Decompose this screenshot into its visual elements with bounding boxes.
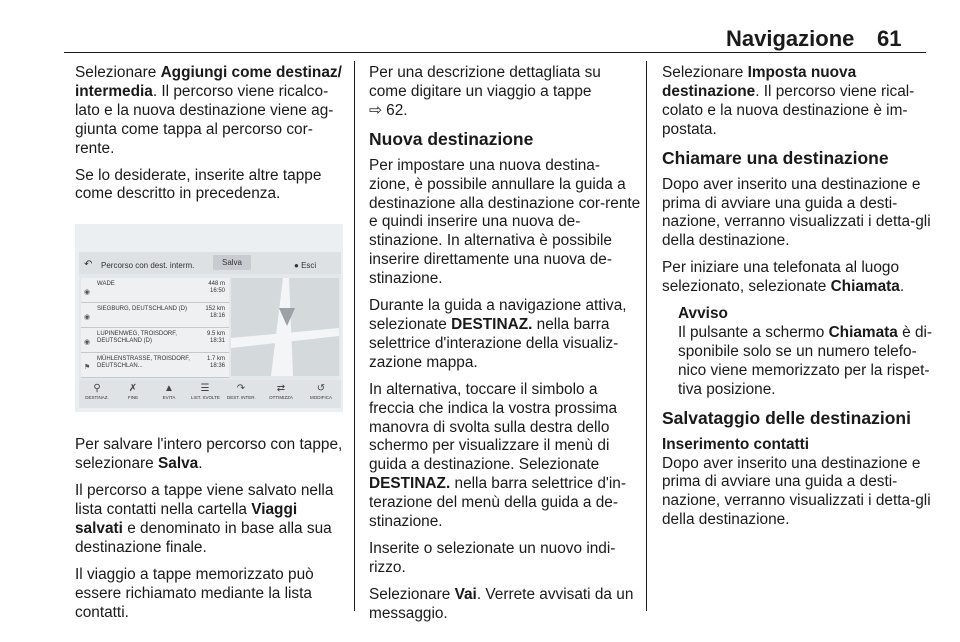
screen-figure	[75, 224, 343, 412]
flag-icon: ⚑	[84, 364, 91, 372]
paragraph: Selezionare Vai. Verrete avvisati da un messaggio.	[369, 585, 634, 622]
paragraph: Per salvare l'intero percorso con tappe, selezionare Salva.	[75, 436, 343, 473]
screen-title-bar	[79, 252, 341, 274]
column-divider	[646, 61, 647, 611]
esci-button: ● Esci	[294, 261, 317, 271]
notice-title: Avviso	[678, 305, 728, 323]
column-2	[369, 64, 641, 632]
screen-title: Percorso con dest. interm.	[101, 261, 195, 271]
paragraph: Se lo desiderate, inserite altre tappe come descritto in precedenza.	[75, 166, 322, 203]
back-arrow-icon: ↶	[84, 259, 93, 271]
header-rule	[64, 52, 926, 53]
pin-icon: ◉	[84, 339, 91, 347]
fine-button: ✗ FINE	[119, 382, 147, 401]
paragraph: Per impostare una nuova destina-zione, è possibile annullare la guida a destinazione alla destinazione cor-rente e quindi inserire una nuova de-stinazione. In alternativa è possibile inserire direttamente una nuova de-stinazione.	[369, 156, 641, 288]
paragraph: Selezionare Aggiungi come destinaz/ intermedia. Il percorso viene ricalco-lato e la nuova destinazione viene ag-giunta come tappa al percorso cor-rente.	[75, 64, 342, 157]
list-item: ◉ LUPINENWEG, TROISDORF, DEUTSCHLAND (D) 9.5 km 18:31	[81, 328, 229, 353]
search-icon: ⚲	[93, 383, 101, 395]
ottimizza-button: ⇄ OTTIMIZZA	[267, 382, 295, 401]
dest-inter-button: ↷ DEST. INTER.	[227, 383, 256, 401]
page-section-title: Navigazione	[726, 26, 855, 51]
modifica-button: ↺ MODIFICA	[307, 382, 335, 401]
nav-screen	[79, 252, 341, 408]
column-divider	[354, 61, 355, 611]
column-3	[662, 64, 934, 538]
column-1	[75, 64, 347, 631]
subsection-heading: Inserimento contatti	[662, 435, 810, 453]
paragraph: Inserite o selezionate un nuovo indi-rizzo.	[369, 539, 616, 576]
stop-route-icon: ✗	[128, 383, 138, 395]
pin-icon: ◉	[84, 289, 91, 297]
page-number: 61	[877, 26, 902, 51]
interaction-selector-bar	[79, 380, 341, 408]
section-heading: Nuova destinazione	[369, 128, 534, 149]
paragraph: Il viaggio a tappe memorizzato può essere richiamato mediante la lista contatti.	[75, 565, 314, 621]
paragraph: Selezionare Imposta nuova destinazione. Il percorso viene rical-colato e la nuova destinazione è im-postata.	[662, 64, 915, 138]
notice-box	[678, 305, 934, 400]
reference-arrow-icon: ⇨	[369, 101, 387, 119]
section-heading: Chiamare una destinazione	[662, 147, 889, 168]
waypoint-list	[81, 278, 229, 378]
list-item: ◉ WADE 448 m 16:50	[81, 278, 229, 303]
paragraph: Durante la guida a navigazione attiva, selezionate DESTINAZ. nella barra selettrice d'interazione della visualiz-zazione mappa.	[369, 297, 627, 371]
paragraph: Per iniziare una telefonata al luogo selezionato, selezionate Chiamata.	[662, 259, 905, 296]
avoid-icon: ▲	[164, 383, 174, 395]
paragraph: In alternativa, toccare il simbolo a freccia che indica la vostra prossima manovra di svolta sulla destra dello schermo per visualizzare il menù di guida a destinazione. Selezionate DESTINAZ. nella barra selettrice d'in-terazione del menù della guida a de-stinazione.	[369, 380, 626, 531]
pin-icon: ◉	[84, 314, 91, 322]
list-item: ◉ SIEGBURG, DEUTSCHLAND (D) 152 km 18:16	[81, 303, 229, 328]
list-svolte-button: ☰ LIST. SVOLTE	[191, 383, 220, 401]
list-item: ⚑ MÜHLENSTRASSE, TROISDORF, DEUTSCHLAN... 1.7 km 18:36	[81, 353, 229, 378]
map-roads	[231, 278, 339, 376]
evita-button: ▲ EVITA	[155, 382, 183, 401]
edit-icon: ↺	[316, 383, 326, 395]
notice-text: Il pulsante a schermo Chiamata è di-sponibile solo se un numero telefo-nico viene memorizzato per la rispet-tiva posizione.	[678, 323, 933, 398]
paragraph: Per una descrizione dettagliata su come digitare un viaggio a tappe ⇨ 62.	[369, 64, 601, 119]
paragraph: Il percorso a tappe viene salvato nella lista contatti nella cartella Viaggi salvati e denominato in base alla sua destinazione finale.	[75, 482, 334, 556]
paragraph: Dopo aver inserito una destinazione e prima di avviare una guida a desti-nazione, verranno visualizzati i detta-gli della destinazione.	[662, 175, 931, 250]
paragraph: Dopo aver inserito una destinazione e prima di avviare una guida a desti-nazione, verranno visualizzati i detta-gli della destinazione.	[662, 454, 931, 529]
close-icon: ●	[294, 261, 299, 271]
salva-button: Salva	[213, 255, 251, 270]
destinaz-button: ⚲ DESTINAZ.	[83, 382, 111, 401]
waypoint-icon: ↷	[236, 383, 246, 395]
section-heading: Salvataggio delle destinazioni	[662, 407, 911, 428]
turn-list-icon: ☰	[200, 383, 210, 395]
optimize-icon: ⇄	[276, 383, 286, 395]
map-view	[231, 278, 339, 376]
